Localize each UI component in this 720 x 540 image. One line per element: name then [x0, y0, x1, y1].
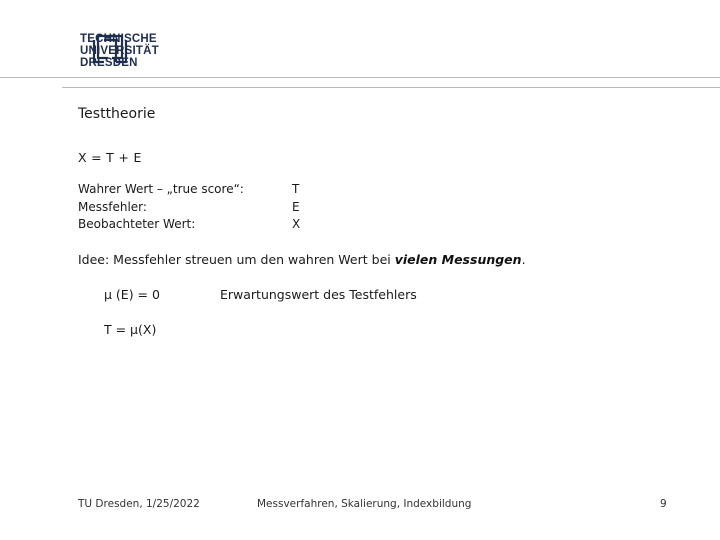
header-divider-bottom [62, 87, 720, 88]
definition-symbol-observed: X [292, 217, 301, 231]
expectation-label: Erwartungswert des Testfehlers [220, 287, 417, 302]
page-number: 9 [660, 498, 667, 510]
expectation-formula: μ (E) = 0 [104, 287, 160, 302]
idea-prefix: Idee: Messfehler streuen um den wahren Wert bei [78, 252, 395, 267]
header-divider-top [0, 77, 720, 78]
logo-wordmark [80, 33, 159, 69]
footer-date: TU Dresden, 1/25/2022 [78, 498, 200, 510]
definition-symbol-true-score: T [292, 182, 300, 196]
true-score-formula: T = μ(X) [104, 322, 157, 337]
main-formula: X = T + E [78, 150, 142, 165]
footer-title: Messverfahren, Skalierung, Indexbildung [257, 498, 472, 510]
definition-label-true-score: Wahrer Wert – „true score“: [78, 182, 244, 196]
definitions-symbols [292, 181, 300, 234]
idea-emphasis: vielen Messungen [394, 252, 522, 267]
logo-line-1: TECHNISCHE [80, 33, 157, 45]
logo-line-2: UNIVERSITÄT [80, 45, 159, 57]
idea-suffix: . [521, 252, 526, 267]
logo-line-3: DRESDEN [80, 57, 138, 69]
definition-label-error: Messfehler: [78, 199, 147, 214]
idea-statement [78, 252, 526, 267]
definition-label-observed: Beobachteter Wert: [78, 217, 196, 231]
definitions-labels [78, 181, 244, 234]
definition-symbol-error: E [292, 199, 300, 214]
slide-title: Testtheorie [78, 106, 156, 122]
